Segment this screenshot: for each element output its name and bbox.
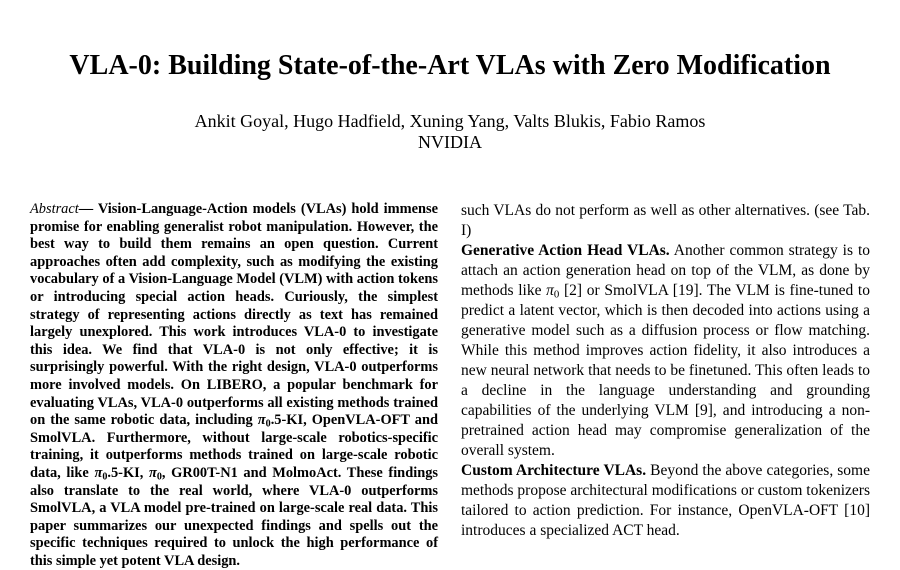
paragraph-text: Another common strategy is to attach an action generation head on top of the VLM, as done by methods like: [461, 242, 870, 299]
paper-title: VLA-0: Building State-of-the-Art VLAs with Zero Modification: [69, 50, 831, 81]
paragraph-text: Beyond the above categories, some methods propose architectural modifications or custom tokenizers tailored to action prediction. For instance, OpenVLA-OFT [10] introduces a specialized ACT head.: [461, 462, 870, 539]
pi-symbol: π: [257, 412, 266, 429]
right-column: [461, 201, 870, 540]
abstract-text-2: .5-KI, OpenVLA-OFT and SmolVLA. Furthermore, without large-scale robotics-specific training, it outperforms methods trained on large-scale robotic data, like: [30, 412, 438, 481]
author-list: Ankit Goyal, Hugo Hadfield, Xuning Yang, Valts Blukis, Fabio Ramos: [194, 111, 706, 131]
pi-symbol: π: [94, 464, 103, 481]
body-paragraph: [461, 241, 870, 461]
paragraph-heading: Custom Architecture VLAs.: [461, 462, 647, 479]
abstract-text-1: Vision-Language-Action models (VLAs) hold immense promise for enabling generalist robot manipulation. However, the best way to build them remains an open question. Current approaches often add complexity, such as modifying the existing vocabulary of a Vision-Language Model (VLM) with action tokens or introducing special action heads. Curiously, the simplest strategy of representing actions directly as text has remained largely unexplored. This work introduces VLA-0 to investigate this idea. We find that VLA-0 is not only effective; it is surprisingly powerful. With the right design, VLA-0 outperforms more involved models. On LIBERO, a popular benchmark for evaluating VLAs, VLA-0 outperforms all existing methods trained on the same robotic data, including: [30, 201, 438, 429]
pi-symbol: π: [149, 464, 157, 481]
body-paragraph: [461, 461, 870, 541]
pi-subscript: 0: [102, 471, 108, 483]
body-paragraph: such VLAs do not perform as well as other alternatives. (see Tab. I): [461, 202, 870, 239]
paragraph-text: [2] or SmolVLA [19]. The VLM is fine-tuned to predict a latent vector, which is then decoded into actions using a generative model such as a diffusion process or flow matching. While this method improves action fidelity, it also introduces a new neural network that needs to be finetuned. This often leads to a decline in the language understanding and grounding capabilities of the underlying VLM [9], and introducing a non-pretrained action head may compromise generalization of the overall system.: [461, 282, 870, 459]
left-column: [30, 201, 438, 569]
abstract-dash: —: [78, 201, 94, 217]
pi-subscript: 0: [553, 288, 560, 301]
pi-symbol: π: [546, 282, 554, 299]
pi-subscript: 0: [156, 471, 162, 483]
abstract-text-4: , GR00T-N1 and MolmoAct. These findings also translate to the real world, where VLA-0 outperforms SmolVLA, a VLA model pre-trained on large-scale real data. This paper summarizes our unexpected findings and spells out the specific techniques required to unlock the high performance of this simple yet potent VLA design.: [30, 464, 438, 569]
affiliation: NVIDIA: [418, 132, 482, 152]
paragraph-heading: Generative Action Head VLAs.: [461, 242, 670, 259]
abstract-paragraph: [30, 201, 438, 570]
abstract-text-3: .5-KI,: [107, 464, 149, 481]
abstract-label: Abstract: [30, 201, 79, 217]
pi-subscript: 0: [265, 418, 271, 430]
